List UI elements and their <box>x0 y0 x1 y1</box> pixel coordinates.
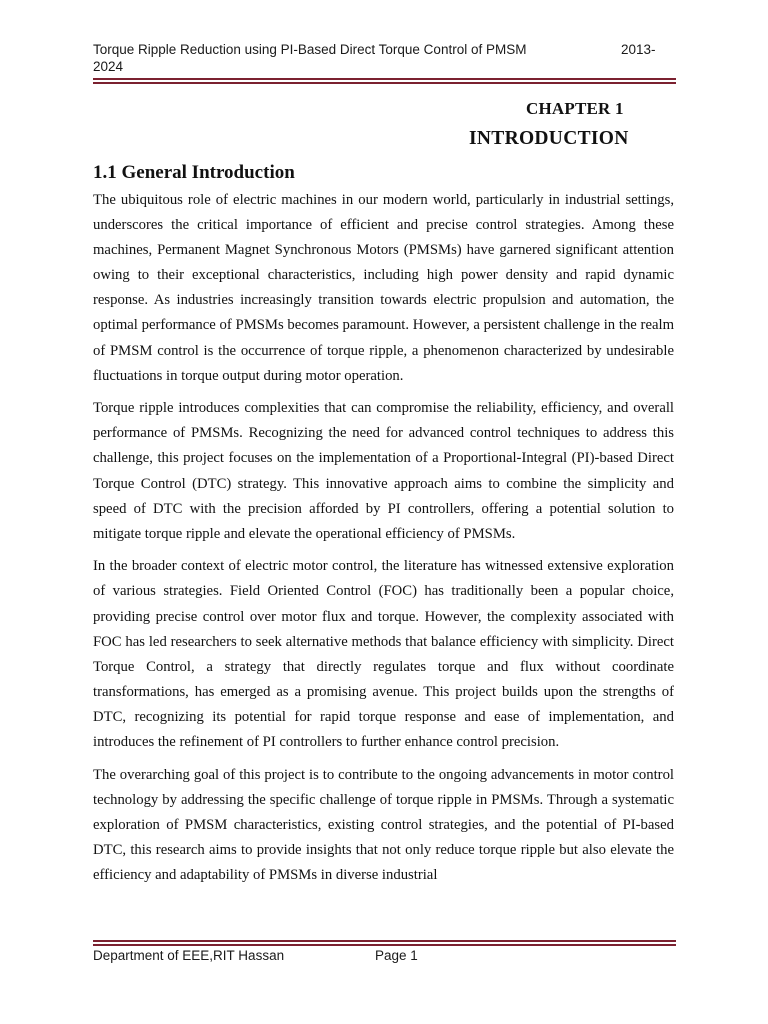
chapter-label: CHAPTER 1 <box>526 99 624 118</box>
body-text <box>93 188 674 934</box>
running-header <box>93 41 676 75</box>
header-title: Torque Ripple Reduction using PI-Based Direct Torque Control of PMSM <box>93 42 527 57</box>
header-year-end: 2024 <box>93 59 124 74</box>
header-year-start: 2013- <box>621 42 656 57</box>
header-divider-top <box>93 78 676 80</box>
paragraph: In the broader context of electric motor control, the literature has witnessed extensive exploration of various strategies. Field Oriented Control (FOC) has traditionally been a popular choice, providing precise control over motor flux and torque. However, the complexity associated with FOC has led researchers to seek alternative methods that balance efficiency with simplicity. Direct Torque Control, a strategy that directly regulates torque and flux without coordinate transformations, has emerged as a promising avenue. This project builds upon the strengths of DTC, recognizing its potential for rapid torque response and ease of implementation, and introduces the refinement of PI controllers to further enhance control precision. <box>93 558 674 750</box>
footer-divider-top <box>93 940 676 942</box>
page-number: Page 1 <box>375 948 418 963</box>
paragraph: The ubiquitous role of electric machines in our modern world, particularly in industrial settings, underscores the critical importance of efficient and precise control strategies. Among these machines, Permanent Magnet Synchronous Motors (PMSMs) have garnered significant attention owing to their exceptional characteristics, including high power density and rapid dynamic response. As industries increasingly transition towards electric propulsion and automation, the optimal performance of PMSMs becomes paramount. However, a persistent challenge in the realm of PMSM control is the occurrence of torque ripple, a phenomenon characterized by undesirable fluctuations in torque output during motor operation. <box>93 192 674 384</box>
section-heading: 1.1 General Introduction <box>93 162 295 183</box>
chapter-title: INTRODUCTION <box>469 128 629 149</box>
footer-divider-bottom <box>93 944 676 946</box>
paragraph: Torque ripple introduces complexities that can compromise the reliability, efficiency, and overall performance of PMSMs. Recognizing the need for advanced control techniques to address this challenge, this project focuses on the implementation of a Proportional-Integral (PI)-based Direct Torque Control (DTC) strategy. This innovative approach aims to combine the simplicity and speed of DTC with the precision afforded by PI controllers, offering a potential solution to mitigate torque ripple and elevate the operational efficiency of PMSMs. <box>93 400 674 542</box>
paragraph: The overarching goal of this project is to contribute to the ongoing advancements in motor control technology by addressing the specific challenge of torque ripple in PMSMs. Through a systematic exploration of PMSM characteristics, existing control strategies, and the potential of PI-based DTC, this research aims to provide insights that not only reduce torque ripple but also elevate the efficiency and adaptability of PMSMs in diverse industrial <box>93 766 674 883</box>
header-divider-bottom <box>93 82 676 84</box>
footer-department: Department of EEE,RIT Hassan <box>93 948 285 963</box>
